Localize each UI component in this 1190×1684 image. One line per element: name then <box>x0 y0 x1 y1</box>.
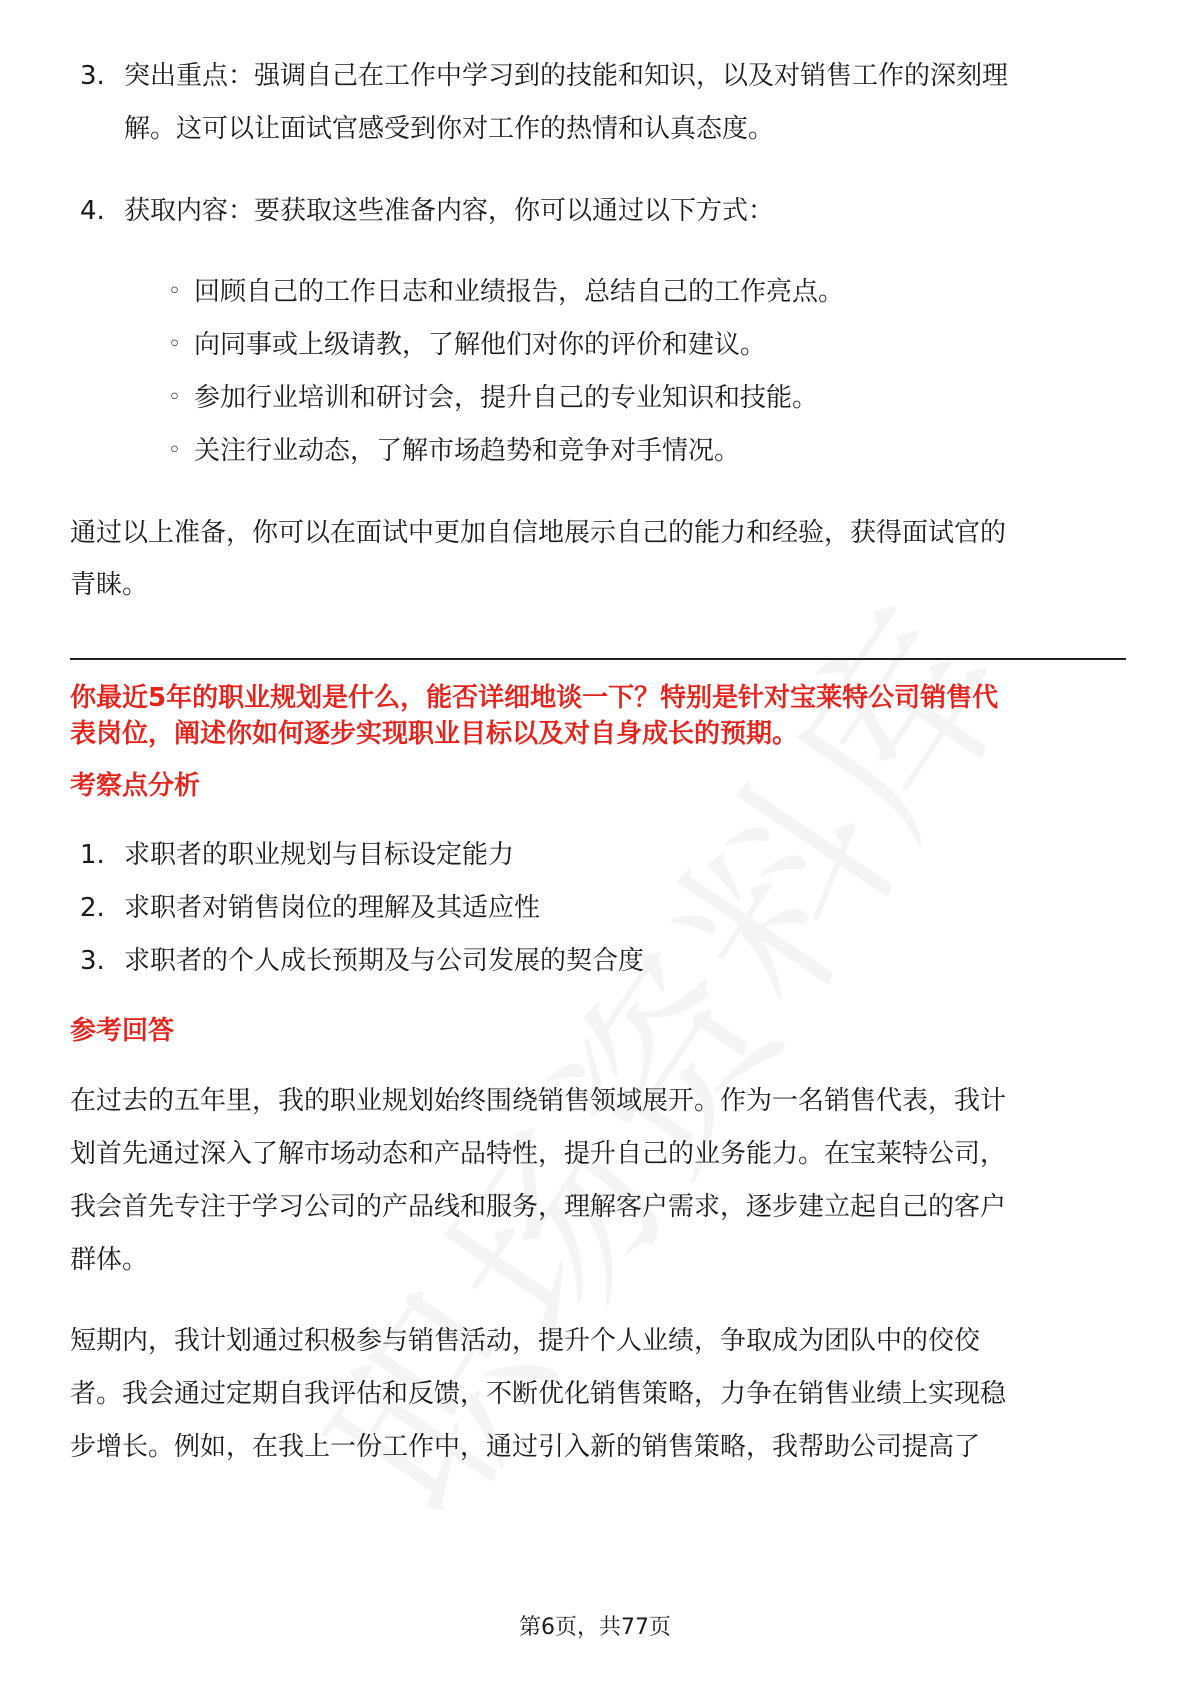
answer-line: 在过去的五年里，我的职业规划始终围绕销售领域展开。作为一名销售代表，我计 <box>70 1086 1007 1116</box>
question-text: 表岗位，阐述你如何逐步实现职业目标以及对自身成长的预期。 <box>70 719 799 749</box>
answer-line: 步增长。例如，在我上一份工作中，通过引入新的销售策略，我帮助公司提高了 <box>70 1432 981 1462</box>
bullet-text: 回顾自己的工作日志和业绩报告，总结自己的工作亮点。 <box>194 277 845 307</box>
answer-line: 划首先通过深入了解市场动态和产品特性，提升自己的业务能力。在宝莱特公司， <box>70 1139 1007 1169</box>
answer-line: 我会首先专注于学习公司的产品线和服务，理解客户需求，逐步建立起自己的客户 <box>70 1192 1007 1222</box>
bullet-icon: ◦ <box>168 385 181 410</box>
list-text: 求职者的个人成长预期及与公司发展的契合度 <box>124 946 645 976</box>
list-text: 求职者的职业规划与目标设定能力 <box>124 840 515 870</box>
answer-line: 短期内，我计划通过积极参与销售活动，提升个人业绩，争取成为团队中的佼佼 <box>70 1326 981 1356</box>
page-footer: 第6页，共77页 <box>519 1615 671 1640</box>
bullet-icon: ◦ <box>168 279 181 304</box>
list-text: 解。这可以让面试官感受到你对工作的热情和认真态度。 <box>124 114 775 144</box>
answer-heading: 参考回答 <box>70 1016 175 1046</box>
question-text: 你最近5年的职业规划是什么，能否详细地谈一下？特别是针对宝莱特公司销售代 <box>70 683 999 713</box>
summary-line: 通过以上准备，你可以在面试中更加自信地展示自己的能力和经验，获得面试官的 <box>70 518 1007 548</box>
list-number: 3. <box>80 61 105 91</box>
list-number: 2. <box>80 893 105 923</box>
list-text: 获取内容：要获取这些准备内容，你可以通过以下方式： <box>124 196 775 226</box>
bullet-text: 参加行业培训和研讨会，提升自己的专业知识和技能。 <box>194 383 819 413</box>
bullet-text: 关注行业动态，了解市场趋势和竞争对手情况。 <box>194 436 741 466</box>
answer-line: 群体。 <box>70 1245 149 1275</box>
section-divider <box>70 658 1126 660</box>
list-number: 3. <box>80 946 105 976</box>
bullet-icon: ◦ <box>168 332 181 357</box>
summary-line: 青睐。 <box>70 570 149 600</box>
analysis-heading: 考察点分析 <box>70 771 201 801</box>
list-text: 求职者对销售岗位的理解及其适应性 <box>124 893 541 923</box>
list-number: 1. <box>80 840 105 870</box>
bullet-icon: ◦ <box>168 438 181 463</box>
list-text: 突出重点：强调自己在工作中学习到的技能和知识，以及对销售工作的深刻理 <box>124 61 1009 91</box>
answer-line: 者。我会通过定期自我评估和反馈，不断优化销售策略，力争在销售业绩上实现稳 <box>70 1379 1007 1409</box>
bullet-text: 向同事或上级请教，了解他们对你的评价和建议。 <box>194 330 767 360</box>
list-number: 4. <box>80 196 105 226</box>
